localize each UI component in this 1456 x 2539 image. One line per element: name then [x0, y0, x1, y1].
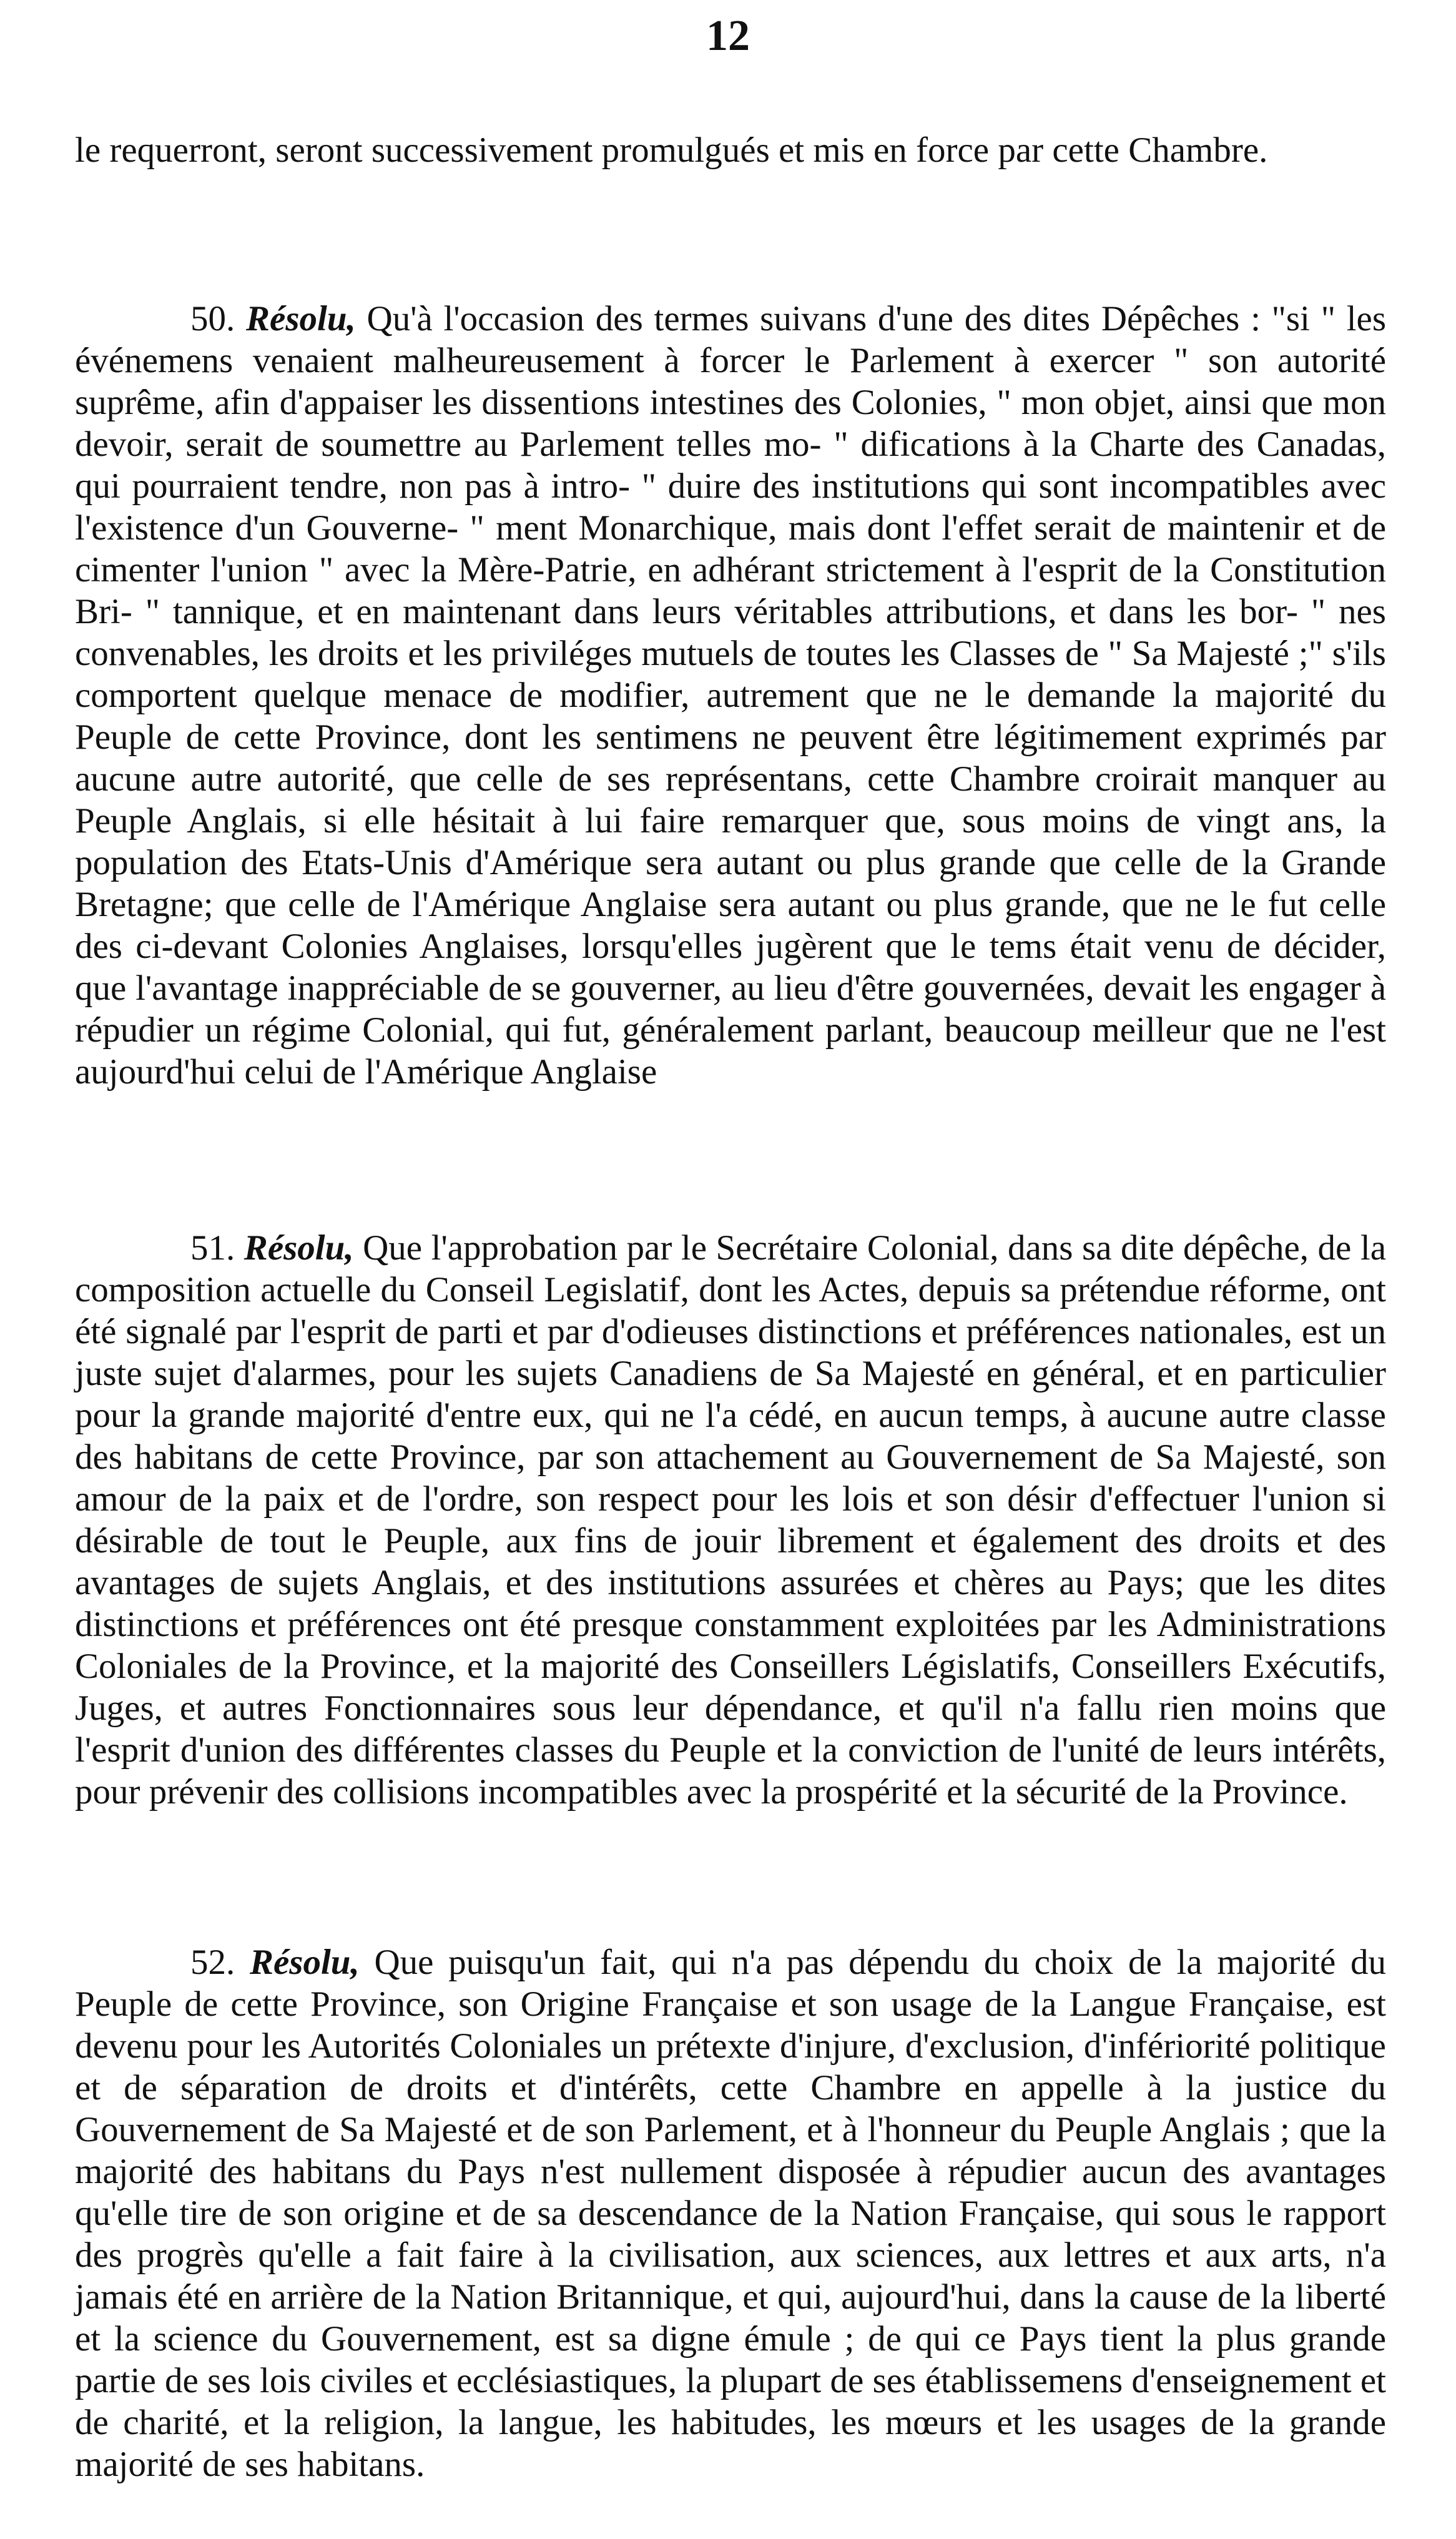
resolution-51-label: Résolu,	[243, 1228, 354, 1268]
resolution-51-number: 51.	[190, 1228, 235, 1268]
intro-paragraph: le requerront, seront successivement promulgués et mis en force par cette Chambre.	[75, 131, 1268, 170]
resolution-50	[75, 298, 1386, 1093]
resolution-51	[75, 1227, 1386, 1813]
resolution-52-number: 52.	[190, 1943, 235, 1982]
resolution-52-label: Résolu,	[249, 1943, 360, 1982]
resolution-50-label: Résolu,	[246, 299, 356, 338]
resolution-50-number: 50.	[190, 299, 235, 338]
resolution-51-text: Que l'approbation par le Secrétaire Colonial, dans sa dite dépêche, de la composition actuelle du Conseil Legislatif, dont les Actes, depuis sa prétendue réforme, ont été signalé par l'esprit de parti et par d'odieuses distinctions et préférences nationales, est un juste sujet d'alarmes, pour les sujets Canadiens de Sa Majesté en général, et en particulier pour la grande majorité d'entre eux, qui ne l'a cédé, en aucun temps, à aucune autre classe des habitans de cette Province, par son attachement au Gouvernement de Sa Majesté, son amour de la paix et de l'ordre, son respect pour les lois et son désir d'effectuer l'union si désirable de tout le Peuple, aux fins de jouir librement et également des droits et des avantages de sujets Anglais, et des institutions assurées et chères au Pays; que les dites distinctions et préférences ont été presque constamment exploitées par les Administrations Coloniales de la Province, et la majorité des Conseillers Législatifs, Conseillers Exécutifs, Juges, et autres Fonctionnaires sous leur dépendance, et qu'il n'a fallu rien moins que l'esprit d'union des différentes classes du Peuple et la conviction de l'unité de leurs intérêts, pour prévenir des collisions incompatibles avec la prospérité et la sécurité de la Province.	[75, 1228, 1387, 1812]
resolution-52	[75, 1941, 1386, 2485]
page-number: 12	[706, 12, 750, 60]
resolution-50-text: Qu'à l'occasion des termes suivans d'une des dites Dépêches : "si " les événemens venaient malheureusement à forcer le Parlement à exercer " son autorité suprême, afin d'appaiser les dissentions intestines des Colonies, " mon objet, ainsi que mon devoir, serait de soumettre au Parlement telles mo- " difications à la Charte des Canadas, qui pourraient tendre, non pas à intro- " duire des institutions qui sont incompatibles avec l'existence d'un Gouverne- " ment Monarchique, mais dont l'effet serait de maintenir et de cimenter l'union " avec la Mère-Patrie, en adhérant strictement à l'esprit de la Constitution Bri- " tannique, et en maintenant dans leurs véritables attributions, et dans les bor- " nes convenables, les droits et les priviléges mutuels de toutes les Classes de " Sa Majesté ;" s'ils comportent quelque menace de modifier, autrement que ne le demande la majorité du Peuple de cette Province, dont les sentimens ne peuvent être légitimement exprimés par aucune autre autorité, que celle de ses représentans, cette Chambre croirait manquer au Peuple Anglais, si elle hésitait à lui faire remarquer que, sous moins de vingt ans, la population des Etats-Unis d'Amérique sera autant ou plus grande que celle de la Grande Bretagne; que celle de l'Amérique Anglaise sera autant ou plus grande, que ne le fut celle des ci-devant Colonies Anglaises, lorsqu'elles jugèrent que le tems était venu de décider, que l'avantage inappréciable de se gouverner, au lieu d'être gouvernées, devait les engager à répudier un régime Colonial, qui fut, généralement parlant, beaucoup meilleur que ne l'est aujourd'hui celui de l'Amérique Anglaise	[75, 299, 1387, 1092]
resolution-52-text: Que puisqu'un fait, qui n'a pas dépendu du choix de la majorité du Peuple de cette Province, son Origine Française et son usage de la Langue Française, est devenu pour les Autorités Coloniales un prétexte d'injure, d'exclusion, d'infériorité politique et de séparation de droits et d'intérêts, cette Chambre en appelle à la justice du Gouvernement de Sa Majesté et de son Parlement, et à l'honneur du Peuple Anglais ; que la majorité des habitans du Pays n'est nullement disposée à répudier aucun des avantages qu'elle tire de son origine et de sa descendance de la Nation Française, qui sous le rapport des progrès qu'elle a fait faire à la civilisation, aux sciences, aux lettres et aux arts, n'a jamais été en arrière de la Nation Britannique, et qui, aujourd'hui, dans la cause de la liberté et la science du Gouvernement, est sa digne émule ; de qui ce Pays tient la plus grande partie de ses lois civiles et ecclésiastiques, la plupart de ses établissemens d'enseignement et de charité, et la religion, la langue, les habitudes, les mœurs et les usages de la grande majorité de ses habitans.	[75, 1943, 1387, 2484]
